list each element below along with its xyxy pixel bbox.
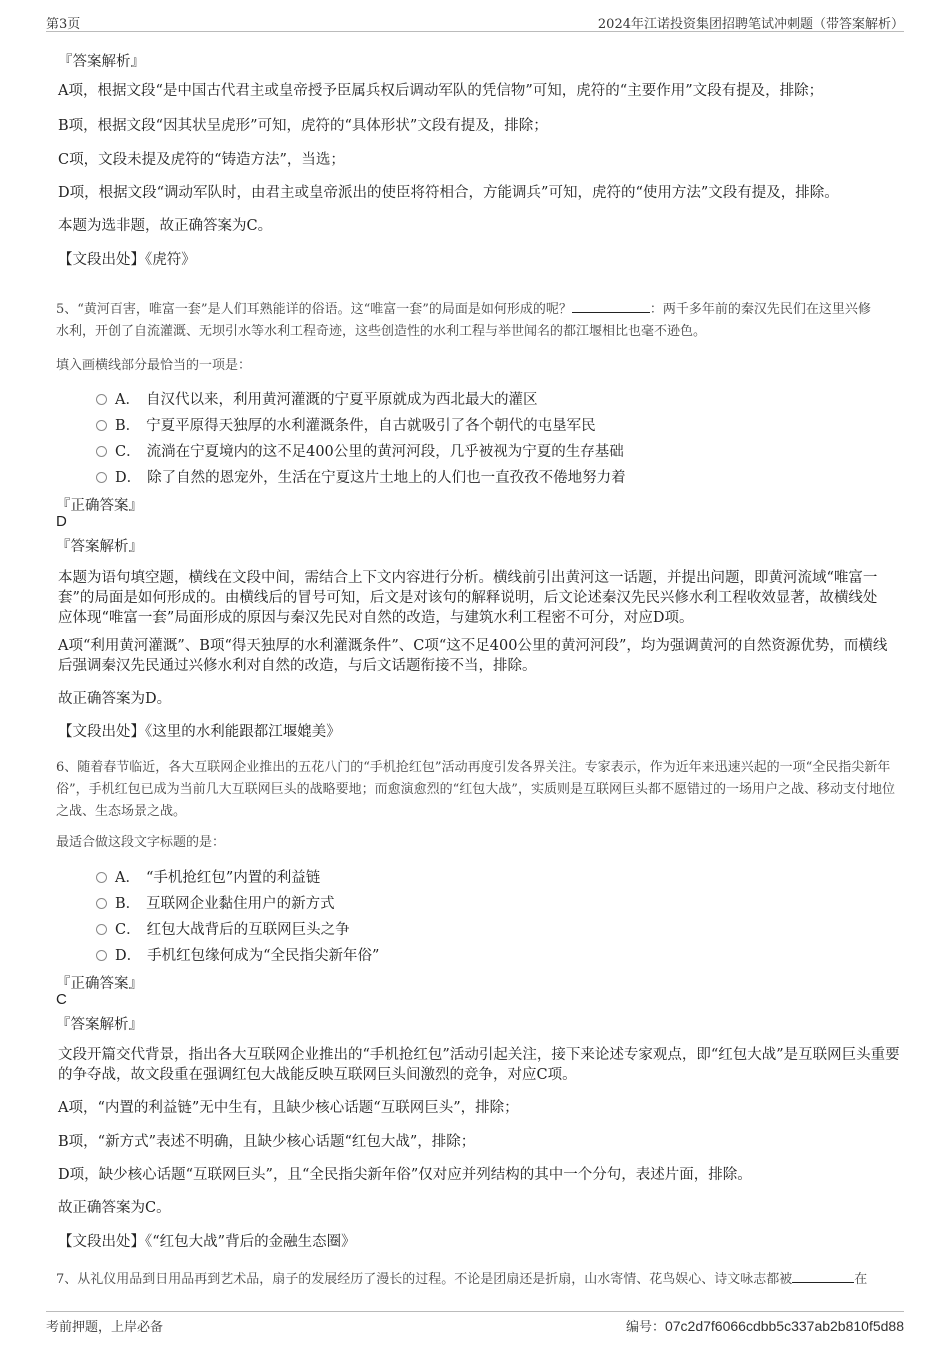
q7-stem-part: 7、从礼仪用品到日用品再到艺术品，扇子的发展经历了漫长的过程。不论是团扇还是折扇，山水寄情、花鸟娱心、诗文咏志都被 <box>56 1272 793 1287</box>
option-key: B． <box>115 896 141 912</box>
footer-slogan: 考前押题，上岸必备 <box>46 1320 164 1335</box>
q5-stem-part: ：两千多年前的秦汉先民们在这里兴修 <box>649 302 871 317</box>
q5-analysis-paragraph: 本题为语句填空题，横线在文段中间，需结合上下文内容进行分析。横线前引出黄河这一话题，并提出问题，即黄河流域“唯富一套”的局面是如何形成的。由横线后的冒号可知，后文是对该句的解释说明，后文论述秦汉先民兴修水利工程收效显著，故横线处应体现“唯富一套”局面形成的原因与秦汉先民对自然的改造，与建筑水利工程密不可分，对应D项。 <box>58 570 878 626</box>
fill-blank <box>792 1282 854 1283</box>
q5-option-d[interactable] <box>96 466 626 487</box>
q4-source: 【文段出处】《虎符》 <box>58 252 196 268</box>
q5-source: 【文段出处】《这里的水利能跟都江堰媲美》 <box>58 724 341 740</box>
option-text: 自汉代以来，利用黄河灌溉的宁夏平原就成为西北最大的灌区 <box>145 392 538 408</box>
option-text: 流淌在宁夏境内的这不足400公里的黄河河段，几乎被视为宁夏的生存基础 <box>146 444 624 460</box>
q5-analysis-label: 『答案解析』 <box>56 539 143 555</box>
q6-option-b[interactable] <box>96 892 335 913</box>
q5-stem <box>56 298 871 317</box>
q6-conclusion: 故正确答案为C。 <box>58 1200 171 1216</box>
q6-stem: 6、随着春节临近，各大互联网企业推出的五花八门的“手机抢红包”活动再度引发各界关注。专家表示，作为近年来迅速兴起的一项“全民指尖新年俗”，手机红包已成为当前几大互联网巨头的战略要地；而愈演愈烈的“红包大战”，实质则是互联网巨头都不愿错过的一场用户之战、移动支付地位之战、生态场景之战。 <box>56 760 895 819</box>
code-value: 07c2d7f6066cdbb5c337ab2b810f5d88 <box>664 1318 904 1334</box>
option-key: D． <box>115 470 142 486</box>
q7-stem-part: 在 <box>854 1272 868 1287</box>
q4-analysis-line: B项，根据文段“因其状呈虎形”可知，虎符的“具体形状”文段有提及，排除； <box>58 118 548 134</box>
q6-source: 【文段出处】《“红包大战”背后的金融生态圈》 <box>58 1234 356 1250</box>
q4-analysis-line: A项，根据文段“是中国古代君主或皇帝授予臣属兵权后调动军队的凭信物”可知，虎符的“主要作用”文段有提及，排除； <box>58 83 824 99</box>
document-title: 2024年江诺投资集团招聘笔试冲刺题（带答案解析） <box>597 17 904 32</box>
option-key: A． <box>115 392 140 408</box>
page-number: 第3页 <box>46 17 81 32</box>
option-key: C． <box>115 922 141 938</box>
document-code <box>626 1316 904 1335</box>
header-divider <box>46 31 904 32</box>
q6-answer-label: 『正确答案』 <box>56 976 143 992</box>
option-text: 互联网企业黏住用户的新方式 <box>146 896 335 912</box>
radio-button[interactable] <box>96 898 107 909</box>
q5-stem-part: 5、“黄河百害，唯富一套”是人们耳熟能详的俗语。这“唯富一套”的局面是如何形成的呢？ <box>56 302 572 317</box>
q7-stem <box>56 1268 867 1287</box>
option-text: 红包大战背后的互联网巨头之争 <box>146 922 350 938</box>
q6-answer: C <box>56 991 67 1008</box>
q6-analysis-line: B项，“新方式”表述不明确，且缺少核心话题“红包大战”，排除； <box>58 1134 476 1150</box>
radio-button[interactable] <box>96 420 107 431</box>
q4-conclusion: 本题为选非题，故正确答案为C。 <box>58 218 273 234</box>
option-text: “手机抢红包”内置的利益链 <box>145 870 321 886</box>
radio-button[interactable] <box>96 446 107 457</box>
option-key: A． <box>115 870 140 886</box>
q6-option-c[interactable] <box>96 918 350 939</box>
q5-conclusion: 故正确答案为D。 <box>58 691 172 707</box>
option-key: D． <box>115 948 142 964</box>
radio-button[interactable] <box>96 472 107 483</box>
radio-button[interactable] <box>96 394 107 405</box>
option-key: C． <box>115 444 141 460</box>
option-text: 宁夏平原得天独厚的水利灌溉条件，自古就吸引了各个朝代的屯垦军民 <box>146 418 596 434</box>
fill-blank <box>572 312 650 313</box>
footer-divider <box>46 1311 904 1312</box>
option-text: 手机红包缘何成为“全民指尖新年俗” <box>147 948 380 964</box>
q6-option-a[interactable] <box>96 866 320 887</box>
radio-button[interactable] <box>96 872 107 883</box>
option-text: 除了自然的恩宠外，生活在宁夏这片土地上的人们也一直孜孜不倦地努力着 <box>147 470 626 486</box>
q5-option-a[interactable] <box>96 388 537 409</box>
q6-analysis-label: 『答案解析』 <box>56 1017 143 1033</box>
q5-answer: D <box>56 513 67 530</box>
q4-analysis-line: C项，文段未提及虎符的“铸造方法”，当选； <box>58 152 345 168</box>
q6-prompt: 最适合做这段文字标题的是： <box>56 835 226 850</box>
q4-analysis-line: D项，根据文段“调动军队时，由君主或皇帝派出的使臣将符相合，方能调兵”可知，虎符的“使用方法”文段有提及，排除。 <box>58 185 839 201</box>
q6-analysis-paragraph: 文段开篇交代背景，指出各大互联网企业推出的“手机抢红包”活动引起关注，接下来论述专家观点，即“红包大战”是互联网巨头重要的争夺战，故文段重在强调红包大战能反映互联网巨头间激烈的竞争，对应C项。 <box>58 1047 900 1083</box>
q5-option-b[interactable] <box>96 414 596 435</box>
q5-option-c[interactable] <box>96 440 624 461</box>
option-key: B． <box>115 418 141 434</box>
q6-analysis-line: D项，缺少核心话题“互联网巨头”，且“全民指尖新年俗”仅对应并列结构的其中一个分句，表述片面，排除。 <box>58 1167 752 1183</box>
radio-button[interactable] <box>96 950 107 961</box>
radio-button[interactable] <box>96 924 107 935</box>
q6-option-d[interactable] <box>96 944 379 965</box>
q5-answer-label: 『正确答案』 <box>56 498 143 514</box>
q4-analysis-label: 『答案解析』 <box>58 54 145 70</box>
q6-analysis-line: A项，“内置的利益链”无中生有，且缺少核心话题“互联网巨头”，排除； <box>58 1100 519 1116</box>
q5-analysis-paragraph: A项“利用黄河灌溉”、B项“得天独厚的水利灌溉条件”、C项“这不足400公里的黄河河段”，均为强调黄河的自然资源优势，而横线后强调秦汉先民通过兴修水利对自然的改造，与后文话题衔接不当，排除。 <box>58 638 888 674</box>
q5-stem-continued: 水利，开创了自流灌溉、无坝引水等水利工程奇迹，这些创造性的水利工程与举世闻名的都江堰相比也毫不逊色。 <box>56 324 707 339</box>
q5-prompt: 填入画横线部分最恰当的一项是： <box>56 358 252 373</box>
code-label: 编号： <box>625 1320 665 1335</box>
